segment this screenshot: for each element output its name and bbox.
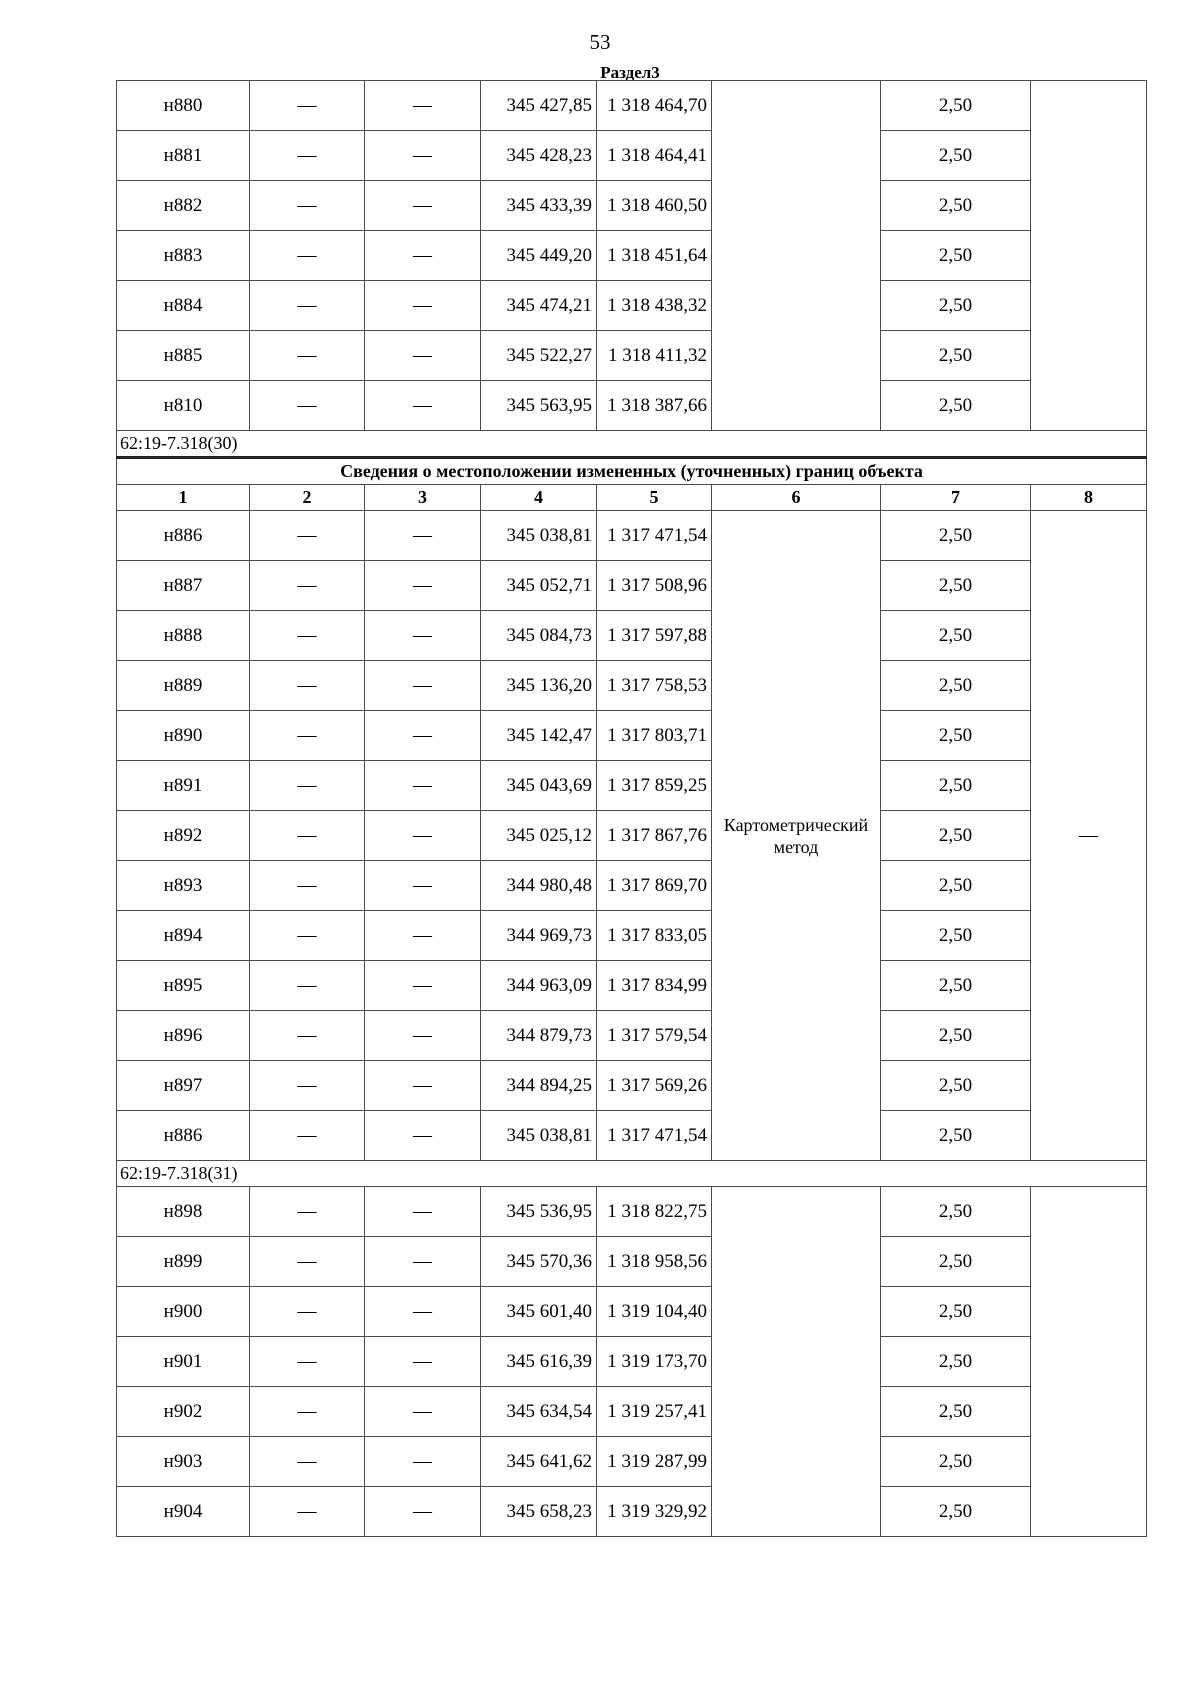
- x-coordinate-cell: 345 136,20: [481, 661, 597, 711]
- table-row: [117, 711, 1147, 761]
- table-row: [117, 131, 1147, 181]
- col3-cell: —: [365, 381, 481, 431]
- col2-cell: —: [250, 1187, 365, 1237]
- y-coordinate-cell: 1 317 569,26: [597, 1061, 712, 1111]
- accuracy-cell: 2,50: [881, 81, 1031, 131]
- point-name-cell: н880: [117, 81, 250, 131]
- point-name-cell: н894: [117, 911, 250, 961]
- col2-cell: —: [250, 1061, 365, 1111]
- x-coordinate-cell: 345 038,81: [481, 511, 597, 561]
- table-row: [117, 611, 1147, 661]
- table-row: [117, 1111, 1147, 1161]
- col2-cell: —: [250, 81, 365, 131]
- col3-cell: —: [365, 281, 481, 331]
- x-coordinate-cell: 345 570,36: [481, 1237, 597, 1287]
- point-name-cell: н883: [117, 231, 250, 281]
- table-row: [117, 861, 1147, 911]
- col2-cell: —: [250, 1387, 365, 1437]
- table-row: [117, 1187, 1147, 1237]
- y-coordinate-cell: 1 317 508,96: [597, 561, 712, 611]
- table-row: [117, 511, 1147, 561]
- col2-cell: —: [250, 1337, 365, 1387]
- col2-cell: —: [250, 761, 365, 811]
- x-coordinate-cell: 345 658,23: [481, 1487, 597, 1537]
- col3-cell: —: [365, 761, 481, 811]
- col2-cell: —: [250, 331, 365, 381]
- col2-cell: —: [250, 231, 365, 281]
- point-name-cell: н886: [117, 511, 250, 561]
- col3-cell: —: [365, 331, 481, 381]
- x-coordinate-cell: 344 879,73: [481, 1011, 597, 1061]
- accuracy-cell: 2,50: [881, 1061, 1031, 1111]
- point-name-cell: н884: [117, 281, 250, 331]
- method-cell: Картометрический метод: [712, 511, 881, 1161]
- col3-cell: —: [365, 81, 481, 131]
- point-name-cell: н889: [117, 661, 250, 711]
- col3-cell: —: [365, 661, 481, 711]
- col3-cell: —: [365, 1011, 481, 1061]
- table-row: [117, 961, 1147, 1011]
- x-coordinate-cell: 345 025,12: [481, 811, 597, 861]
- y-coordinate-cell: 1 318 464,41: [597, 131, 712, 181]
- x-coordinate-cell: 345 142,47: [481, 711, 597, 761]
- col3-cell: —: [365, 711, 481, 761]
- x-coordinate-cell: 345 038,81: [481, 1111, 597, 1161]
- column-number: 6: [712, 485, 881, 511]
- col3-cell: —: [365, 1487, 481, 1537]
- accuracy-cell: 2,50: [881, 231, 1031, 281]
- table-body: [117, 81, 1147, 1537]
- y-coordinate-cell: 1 317 471,54: [597, 1111, 712, 1161]
- col2-cell: —: [250, 1111, 365, 1161]
- col2-cell: —: [250, 811, 365, 861]
- x-coordinate-cell: 345 043,69: [481, 761, 597, 811]
- column-number: 4: [481, 485, 597, 511]
- column-number: 1: [117, 485, 250, 511]
- table-row: [117, 281, 1147, 331]
- group-label-row: [117, 1161, 1147, 1187]
- table-row: [117, 811, 1147, 861]
- point-name-cell: н810: [117, 381, 250, 431]
- point-name-cell: н901: [117, 1337, 250, 1387]
- col2-cell: —: [250, 1437, 365, 1487]
- table-row: [117, 661, 1147, 711]
- table-row: [117, 561, 1147, 611]
- col3-cell: —: [365, 511, 481, 561]
- col2-cell: —: [250, 281, 365, 331]
- y-coordinate-cell: 1 318 460,50: [597, 181, 712, 231]
- table-row: [117, 1437, 1147, 1487]
- table-row: [117, 1061, 1147, 1111]
- group-label: 62:19-7.318(30): [117, 431, 1147, 458]
- y-coordinate-cell: 1 317 579,54: [597, 1011, 712, 1061]
- x-coordinate-cell: 345 563,95: [481, 381, 597, 431]
- point-name-cell: н896: [117, 1011, 250, 1061]
- accuracy-cell: 2,50: [881, 711, 1031, 761]
- col3-cell: —: [365, 1437, 481, 1487]
- col2-cell: —: [250, 861, 365, 911]
- group-label: 62:19-7.318(31): [117, 1161, 1147, 1187]
- col3-cell: —: [365, 561, 481, 611]
- y-coordinate-cell: 1 317 833,05: [597, 911, 712, 961]
- x-coordinate-cell: 344 894,25: [481, 1061, 597, 1111]
- y-coordinate-cell: 1 317 834,99: [597, 961, 712, 1011]
- table-row: [117, 1011, 1147, 1061]
- accuracy-cell: 2,50: [881, 561, 1031, 611]
- col3-cell: —: [365, 231, 481, 281]
- y-coordinate-cell: 1 318 464,70: [597, 81, 712, 131]
- table-row: [117, 911, 1147, 961]
- accuracy-cell: 2,50: [881, 1337, 1031, 1387]
- col2-cell: —: [250, 1287, 365, 1337]
- x-coordinate-cell: 344 963,09: [481, 961, 597, 1011]
- accuracy-cell: 2,50: [881, 1011, 1031, 1061]
- y-coordinate-cell: 1 317 869,70: [597, 861, 712, 911]
- y-coordinate-cell: 1 319 104,40: [597, 1287, 712, 1337]
- col3-cell: —: [365, 1187, 481, 1237]
- col3-cell: —: [365, 1287, 481, 1337]
- y-coordinate-cell: 1 317 597,88: [597, 611, 712, 661]
- x-coordinate-cell: 345 052,71: [481, 561, 597, 611]
- point-name-cell: н900: [117, 1287, 250, 1337]
- point-name-cell: н897: [117, 1061, 250, 1111]
- col8-cell: —: [1031, 511, 1147, 1161]
- x-coordinate-cell: 345 449,20: [481, 231, 597, 281]
- accuracy-cell: 2,50: [881, 661, 1031, 711]
- column-number: 7: [881, 485, 1031, 511]
- accuracy-cell: 2,50: [881, 811, 1031, 861]
- accuracy-cell: 2,50: [881, 761, 1031, 811]
- table-row: [117, 181, 1147, 231]
- accuracy-cell: 2,50: [881, 131, 1031, 181]
- coordinates-table: [116, 80, 1147, 1537]
- y-coordinate-cell: 1 319 173,70: [597, 1337, 712, 1387]
- point-name-cell: н885: [117, 331, 250, 381]
- col2-cell: —: [250, 131, 365, 181]
- method-cell: [712, 1187, 881, 1537]
- accuracy-cell: 2,50: [881, 961, 1031, 1011]
- col3-cell: —: [365, 1387, 481, 1437]
- x-coordinate-cell: 345 427,85: [481, 81, 597, 131]
- point-name-cell: н893: [117, 861, 250, 911]
- point-name-cell: н904: [117, 1487, 250, 1537]
- x-coordinate-cell: 345 601,40: [481, 1287, 597, 1337]
- y-coordinate-cell: 1 319 257,41: [597, 1387, 712, 1437]
- table-row: [117, 331, 1147, 381]
- col3-cell: —: [365, 1337, 481, 1387]
- point-name-cell: н891: [117, 761, 250, 811]
- col3-cell: —: [365, 961, 481, 1011]
- col3-cell: —: [365, 911, 481, 961]
- col2-cell: —: [250, 381, 365, 431]
- x-coordinate-cell: 344 980,48: [481, 861, 597, 911]
- method-cell: [712, 81, 881, 431]
- column-number: 3: [365, 485, 481, 511]
- point-name-cell: н902: [117, 1387, 250, 1437]
- y-coordinate-cell: 1 318 822,75: [597, 1187, 712, 1237]
- col2-cell: —: [250, 661, 365, 711]
- col3-cell: —: [365, 611, 481, 661]
- col2-cell: —: [250, 1011, 365, 1061]
- accuracy-cell: 2,50: [881, 1387, 1031, 1437]
- table-row: [117, 231, 1147, 281]
- y-coordinate-cell: 1 317 758,53: [597, 661, 712, 711]
- section-title: Раздел3: [600, 63, 660, 82]
- accuracy-cell: 2,50: [881, 1237, 1031, 1287]
- y-coordinate-cell: 1 318 387,66: [597, 381, 712, 431]
- col8-cell: [1031, 81, 1147, 431]
- column-number: 2: [250, 485, 365, 511]
- point-name-cell: н899: [117, 1237, 250, 1287]
- col3-cell: —: [365, 131, 481, 181]
- point-name-cell: н887: [117, 561, 250, 611]
- col3-cell: —: [365, 1061, 481, 1111]
- col2-cell: —: [250, 961, 365, 1011]
- x-coordinate-cell: 345 474,21: [481, 281, 597, 331]
- y-coordinate-cell: 1 319 329,92: [597, 1487, 712, 1537]
- page-number: 53: [589, 30, 611, 54]
- point-name-cell: н888: [117, 611, 250, 661]
- col2-cell: —: [250, 1237, 365, 1287]
- point-name-cell: н903: [117, 1437, 250, 1487]
- col3-cell: —: [365, 811, 481, 861]
- table-row: [117, 761, 1147, 811]
- accuracy-cell: 2,50: [881, 1487, 1031, 1537]
- accuracy-cell: 2,50: [881, 1437, 1031, 1487]
- col2-cell: —: [250, 611, 365, 661]
- section-heading-row: [117, 458, 1147, 485]
- col3-cell: —: [365, 181, 481, 231]
- group-label-row: [117, 431, 1147, 458]
- point-name-cell: н895: [117, 961, 250, 1011]
- col3-cell: —: [365, 1111, 481, 1161]
- accuracy-cell: 2,50: [881, 181, 1031, 231]
- point-name-cell: н882: [117, 181, 250, 231]
- x-coordinate-cell: 345 522,27: [481, 331, 597, 381]
- y-coordinate-cell: 1 318 958,56: [597, 1237, 712, 1287]
- accuracy-cell: 2,50: [881, 511, 1031, 561]
- accuracy-cell: 2,50: [881, 911, 1031, 961]
- x-coordinate-cell: 345 536,95: [481, 1187, 597, 1237]
- y-coordinate-cell: 1 319 287,99: [597, 1437, 712, 1487]
- y-coordinate-cell: 1 317 859,25: [597, 761, 712, 811]
- col3-cell: —: [365, 861, 481, 911]
- point-name-cell: н886: [117, 1111, 250, 1161]
- table-row: [117, 81, 1147, 131]
- table-row: [117, 1237, 1147, 1287]
- col2-cell: —: [250, 511, 365, 561]
- col2-cell: —: [250, 911, 365, 961]
- table-row: [117, 1337, 1147, 1387]
- x-coordinate-cell: 345 084,73: [481, 611, 597, 661]
- y-coordinate-cell: 1 318 411,32: [597, 331, 712, 381]
- y-coordinate-cell: 1 317 867,76: [597, 811, 712, 861]
- x-coordinate-cell: 345 616,39: [481, 1337, 597, 1387]
- col8-cell: [1031, 1187, 1147, 1537]
- column-number: 5: [597, 485, 712, 511]
- accuracy-cell: 2,50: [881, 281, 1031, 331]
- y-coordinate-cell: 1 318 438,32: [597, 281, 712, 331]
- table-row: [117, 1487, 1147, 1537]
- col2-cell: —: [250, 711, 365, 761]
- accuracy-cell: 2,50: [881, 861, 1031, 911]
- point-name-cell: н898: [117, 1187, 250, 1237]
- col2-cell: —: [250, 181, 365, 231]
- col3-cell: —: [365, 1237, 481, 1287]
- accuracy-cell: 2,50: [881, 611, 1031, 661]
- point-name-cell: н881: [117, 131, 250, 181]
- y-coordinate-cell: 1 317 471,54: [597, 511, 712, 561]
- x-coordinate-cell: 345 641,62: [481, 1437, 597, 1487]
- x-coordinate-cell: 345 433,39: [481, 181, 597, 231]
- table-row: [117, 1287, 1147, 1337]
- point-name-cell: н892: [117, 811, 250, 861]
- x-coordinate-cell: 345 634,54: [481, 1387, 597, 1437]
- section-heading: Сведения о местоположении измененных (уточненных) границ объекта: [117, 458, 1147, 485]
- table-row: [117, 1387, 1147, 1437]
- accuracy-cell: 2,50: [881, 331, 1031, 381]
- accuracy-cell: 2,50: [881, 381, 1031, 431]
- column-numbers-row: [117, 485, 1147, 511]
- point-name-cell: н890: [117, 711, 250, 761]
- column-number: 8: [1031, 485, 1147, 511]
- y-coordinate-cell: 1 318 451,64: [597, 231, 712, 281]
- accuracy-cell: 2,50: [881, 1111, 1031, 1161]
- table-row: [117, 381, 1147, 431]
- accuracy-cell: 2,50: [881, 1187, 1031, 1237]
- y-coordinate-cell: 1 317 803,71: [597, 711, 712, 761]
- x-coordinate-cell: 344 969,73: [481, 911, 597, 961]
- x-coordinate-cell: 345 428,23: [481, 131, 597, 181]
- accuracy-cell: 2,50: [881, 1287, 1031, 1337]
- col2-cell: —: [250, 561, 365, 611]
- col2-cell: —: [250, 1487, 365, 1537]
